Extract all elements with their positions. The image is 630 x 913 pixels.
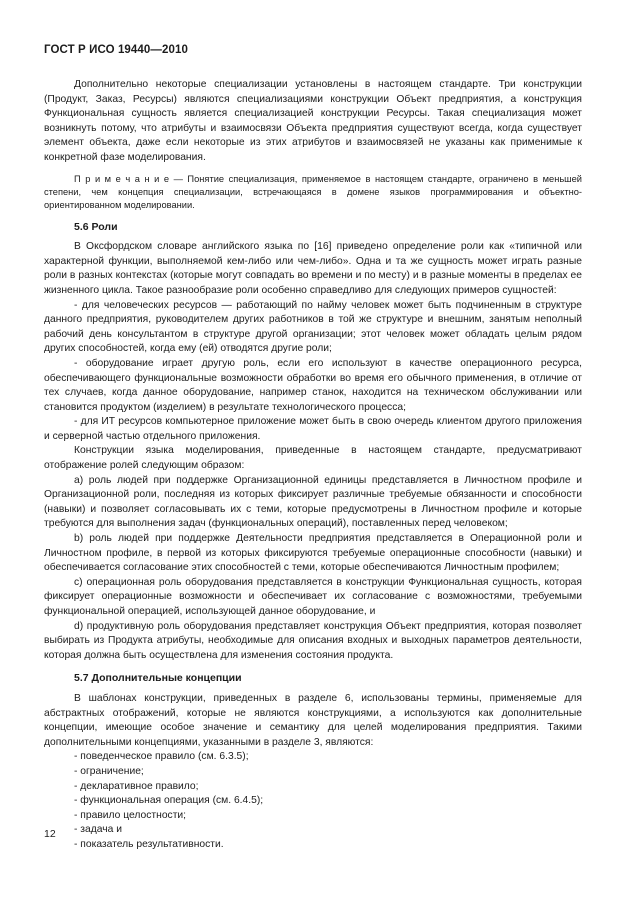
roles-lettered-item: b) роль людей при поддержке Деятельности предприятия представляется в Операционной роли и Личностном профиле, в первой из которых фиксируются требуемые операционные способности (навыки) и обеспечивается согласование этих способностей с теми, которые обеспечиваются Личностным профилем;	[44, 533, 582, 574]
concepts-paragraph: В шаблонах конструкции, приведенных в разделе 6, использованы термины, применяемые для абстрактных отображений, которые не являются конструкциями, а используются как дополнительные концепции, имеющие особое значение и семантику для целей моделирования предприятия. Такими дополнительными концепциями, указанными в разделе 3, являются:	[44, 692, 582, 748]
concepts-list	[44, 750, 582, 852]
concepts-list-item: - показатель результативности.	[74, 838, 224, 850]
roles-dash-item: - оборудование играет другую роль, если его используют в качестве операционного ресурса, обеспечивающего функциональные возможности обработки во время его обычного применения, в отличие от тех случаев, когда данное оборудование, например станок, находится на техническом обслуживании или становится продуктом (изделием) в результате технологического процесса;	[44, 357, 582, 413]
note-paragraph: П р и м е ч а н и е — Понятие специализация, применяемое в настоящем стандарте, ограничено в меньшей степени, чем концепция специализации, встречающаяся в домене языков программирования и объектно-ориентированном моделировании.	[44, 173, 582, 210]
concepts-list-item: - декларативное правило;	[74, 780, 199, 792]
intro-paragraph: Дополнительно некоторые специализации установлены в настоящем стандарте. Три конструкции (Продукт, Заказ, Ресурсы) являются специализациями конструкции Объект предприятия, а конструкция Функциональная сущность является специализацией конструкции Ресурсы. Такая специализация может возникнуть потому, что атрибуты и взаимосвязи Объекта предприятия существуют всегда, когда существует элемент объекта, даже если некоторые из этих атрибутов и взаимосвязей не указаны как применимые к конкретной фазе моделирования.	[44, 79, 582, 163]
roles-lettered-item: a) роль людей при поддержке Организационной единицы представляется в Личностном профиле и Организационной роли, последняя из которых фиксирует различные требуемые обязанности и способности (навыки) и позволяет согласовывать их с теми, которые предусмотрены в Личностном профиле и которые требуются для выполнения задач (функциональных операций), поставленных перед человеком;	[44, 474, 582, 530]
roles-mapping-paragraph: Конструкции языка моделирования, приведенные в настоящем стандарте, предусматривают отображение ролей следующим образом:	[44, 445, 582, 472]
concepts-list-item: - ограничение;	[74, 765, 144, 777]
roles-dash-item: - для ИТ ресурсов компьютерное приложение может быть в свою очередь клиентом другого приложения и серверной частью отдельного приложения.	[44, 416, 582, 442]
concepts-list-item: - поведенческое правило (см. 6.3.5);	[74, 751, 249, 763]
concepts-list-item: - задача и	[74, 824, 122, 836]
roles-lettered-item: d) продуктивную роль оборудования представляет конструкция Объект предприятия, которая позволяет выбирать из Продукта атрибуты, необходимые для описания входных и выходных параметров деятельности, которая должна быть осуществлена для изменения состояния продукта.	[44, 620, 582, 661]
section-heading-5-6: 5.6 Роли	[74, 220, 118, 233]
roles-lettered-item: c) операционная роль оборудования представляется в конструкции Функциональная сущность, которая фиксирует операционные возможности и обеспечивает их согласование с возможностями, требуемыми функциональной операцией, использующей данное оборудование, и	[44, 576, 582, 617]
concepts-list-item: - правило целостности;	[74, 809, 187, 821]
concepts-list-item: - функциональная операция (см. 6.4.5);	[74, 795, 264, 807]
roles-dash-item: - для человеческих ресурсов — работающий по найму человек может быть подчиненным в структуре данного предприятия, руководителем других работников в той же структуре и внешним, занятым неполный рабочий день консультантом в структуре другой организации; этот человек может обладать целым рядом других способностей, когда ему (ей) отводятся другие роли;	[44, 299, 582, 355]
page-content	[44, 78, 582, 853]
page-number: 12	[44, 828, 56, 840]
roles-paragraph: В Оксфордском словаре английского языка по [16] приведено определение роли как «типичной или характерной функции, выполняемой кем-либо или чем-либо». Одна и та же сущность может играть разные роли в разных контекстах (которые могут совпадать во времени и по месту) и в разные моменты в пределах ее жизненного цикла. Такое разнообразие роли особенно справедливо для следующих примеров сущностей:	[44, 241, 582, 296]
standard-header: ГОСТ Р ИСО 19440—2010	[44, 44, 189, 56]
section-heading-5-7: 5.7 Дополнительные концепции	[74, 672, 242, 685]
